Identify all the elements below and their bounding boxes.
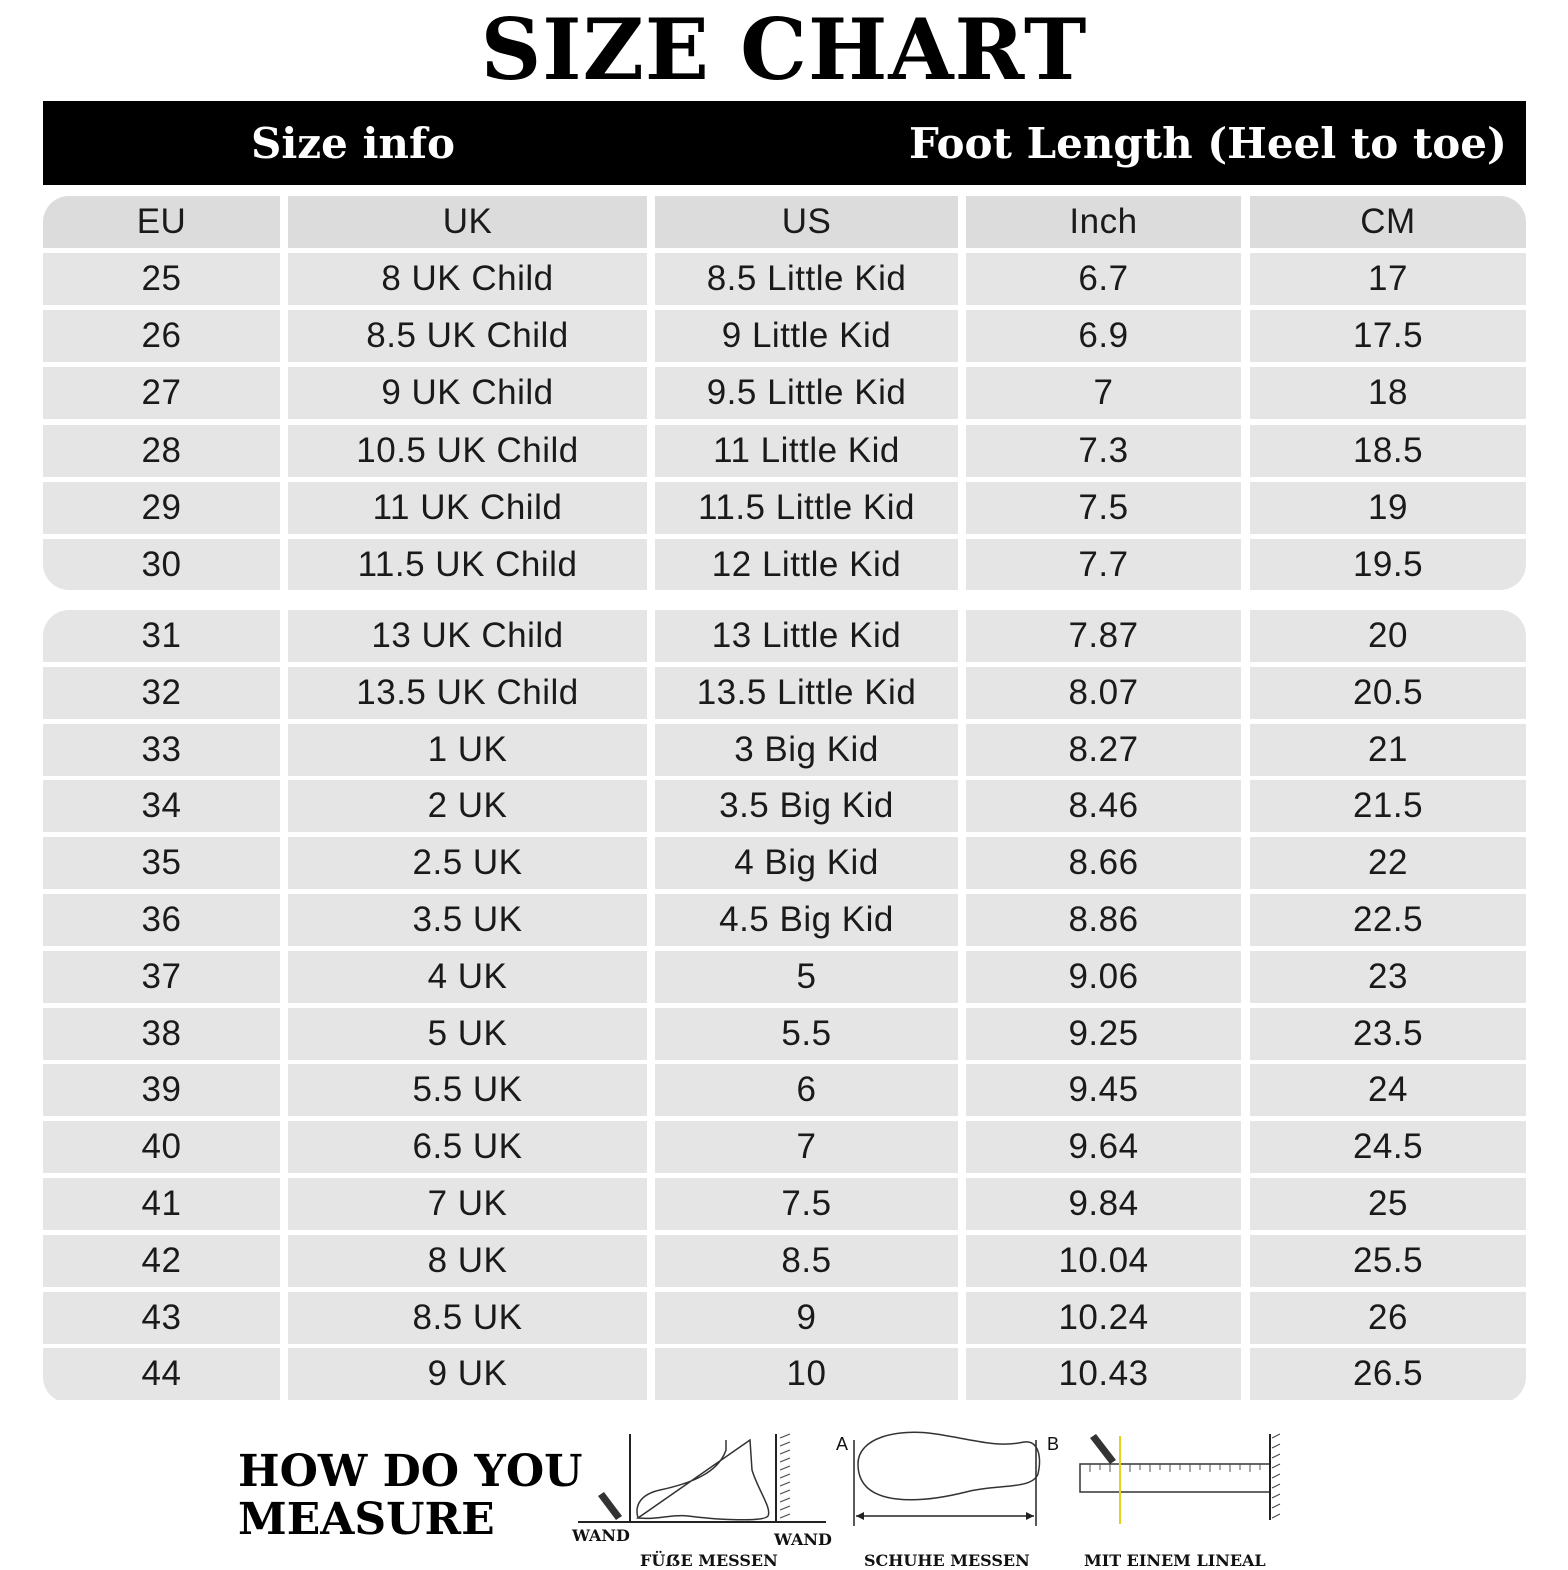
header-cell-eu: EU	[43, 196, 280, 248]
cell-us: 5.5	[655, 1008, 958, 1060]
cell-uk: 8.5 UK Child	[288, 310, 647, 362]
cell-eu: 26	[43, 310, 280, 362]
cell-cm: 24.5	[1250, 1121, 1526, 1173]
cell-inch: 9.45	[966, 1064, 1241, 1116]
cell-inch: 8.66	[966, 837, 1241, 889]
cell-us: 6	[655, 1064, 958, 1116]
cell-cm: 22.5	[1250, 894, 1526, 946]
how-to-measure-heading	[238, 1448, 583, 1544]
cell-us: 12 Little Kid	[655, 539, 958, 590]
page-title: SIZE CHART	[480, 0, 1088, 99]
table-row	[43, 1178, 1526, 1230]
cell-eu: 33	[43, 724, 280, 776]
cell-inch: 8.86	[966, 894, 1241, 946]
cell-eu: 29	[43, 482, 280, 534]
cell-us: 8.5	[655, 1235, 958, 1287]
cell-cm: 19	[1250, 482, 1526, 534]
cell-eu: 40	[43, 1121, 280, 1173]
table-row	[43, 253, 1526, 305]
cell-eu: 43	[43, 1292, 280, 1344]
shoe-point-b-label: B	[1047, 1434, 1060, 1454]
cell-uk: 2 UK	[288, 780, 647, 832]
cell-cm: 18.5	[1250, 425, 1526, 477]
cell-us: 4 Big Kid	[655, 837, 958, 889]
cell-us: 9 Little Kid	[655, 310, 958, 362]
cell-inch: 9.84	[966, 1178, 1241, 1230]
shoe-measure-diagram	[846, 1428, 1046, 1528]
cell-us: 7	[655, 1121, 958, 1173]
size-table-group-2	[43, 610, 1526, 1403]
cell-eu: 44	[43, 1348, 280, 1400]
cell-eu: 42	[43, 1235, 280, 1287]
header-cell-us: US	[655, 196, 958, 248]
table-row	[43, 539, 1526, 590]
cell-inch: 10.04	[966, 1235, 1241, 1287]
header-banner	[43, 101, 1526, 185]
table-row	[43, 1008, 1526, 1060]
cell-cm: 19.5	[1250, 539, 1526, 590]
foot-wall-right-label: WAND	[774, 1530, 832, 1549]
cell-us: 13 Little Kid	[655, 610, 958, 662]
cell-uk: 1 UK	[288, 724, 647, 776]
header-cell-cm: CM	[1250, 196, 1526, 248]
cell-us: 9.5 Little Kid	[655, 367, 958, 419]
table-row	[43, 482, 1526, 534]
table-row	[43, 1348, 1526, 1400]
table-row	[43, 1121, 1526, 1173]
cell-eu: 25	[43, 253, 280, 305]
cell-uk: 2.5 UK	[288, 837, 647, 889]
table-row	[43, 951, 1526, 1003]
cell-uk: 8.5 UK	[288, 1292, 647, 1344]
cell-uk: 8 UK	[288, 1235, 647, 1287]
cell-cm: 23.5	[1250, 1008, 1526, 1060]
cell-cm: 25	[1250, 1178, 1526, 1230]
foot-caption: FÜẞE MESSEN	[640, 1551, 778, 1570]
cell-eu: 34	[43, 780, 280, 832]
cell-inch: 6.7	[966, 253, 1241, 305]
table-row	[43, 724, 1526, 776]
size-table-group-1	[43, 196, 1526, 590]
cell-us: 8.5 Little Kid	[655, 253, 958, 305]
cell-cm: 20	[1250, 610, 1526, 662]
how-to-line-1: HOW DO YOU	[238, 1446, 583, 1497]
cell-cm: 17.5	[1250, 310, 1526, 362]
cell-us: 5	[655, 951, 958, 1003]
table-row	[43, 894, 1526, 946]
cell-uk: 11 UK Child	[288, 482, 647, 534]
cell-eu: 41	[43, 1178, 280, 1230]
cell-us: 11.5 Little Kid	[655, 482, 958, 534]
cell-cm: 26	[1250, 1292, 1526, 1344]
cell-eu: 32	[43, 667, 280, 719]
ruler-measure-diagram	[1076, 1428, 1288, 1524]
cell-uk: 9 UK Child	[288, 367, 647, 419]
cell-inch: 7.7	[966, 539, 1241, 590]
cell-inch: 7.5	[966, 482, 1241, 534]
cell-eu: 28	[43, 425, 280, 477]
table-row	[43, 367, 1526, 419]
cell-eu: 36	[43, 894, 280, 946]
cell-us: 3.5 Big Kid	[655, 780, 958, 832]
cell-us: 13.5 Little Kid	[655, 667, 958, 719]
cell-us: 11 Little Kid	[655, 425, 958, 477]
foot-wall-left-label: WAND	[572, 1526, 630, 1545]
cell-cm: 25.5	[1250, 1235, 1526, 1287]
cell-inch: 8.07	[966, 667, 1241, 719]
cell-cm: 18	[1250, 367, 1526, 419]
cell-eu: 38	[43, 1008, 280, 1060]
cell-us: 3 Big Kid	[655, 724, 958, 776]
table-header-row	[43, 196, 1526, 248]
header-cell-uk: UK	[288, 196, 647, 248]
table-row	[43, 837, 1526, 889]
cell-uk: 11.5 UK Child	[288, 539, 647, 590]
shoe-caption: SCHUHE MESSEN	[864, 1551, 1030, 1570]
cell-uk: 4 UK	[288, 951, 647, 1003]
table-row	[43, 425, 1526, 477]
ruler-caption: MIT EINEM LINEAL	[1084, 1551, 1266, 1570]
table-row	[43, 1064, 1526, 1116]
banner-size-info: Size info	[251, 119, 456, 168]
cell-inch: 10.43	[966, 1348, 1241, 1400]
cell-us: 9	[655, 1292, 958, 1344]
cell-inch: 10.24	[966, 1292, 1241, 1344]
cell-cm: 17	[1250, 253, 1526, 305]
table-row	[43, 1292, 1526, 1344]
cell-eu: 30	[43, 539, 280, 590]
cell-cm: 20.5	[1250, 667, 1526, 719]
cell-us: 10	[655, 1348, 958, 1400]
cell-inch: 9.64	[966, 1121, 1241, 1173]
cell-uk: 13.5 UK Child	[288, 667, 647, 719]
cell-inch: 7	[966, 367, 1241, 419]
shoe-point-a-label: A	[836, 1434, 849, 1454]
cell-cm: 26.5	[1250, 1348, 1526, 1400]
table-row	[43, 780, 1526, 832]
cell-eu: 27	[43, 367, 280, 419]
cell-uk: 13 UK Child	[288, 610, 647, 662]
table-row	[43, 610, 1526, 662]
cell-uk: 10.5 UK Child	[288, 425, 647, 477]
cell-inch: 9.06	[966, 951, 1241, 1003]
table-row	[43, 310, 1526, 362]
cell-inch: 8.27	[966, 724, 1241, 776]
cell-inch: 9.25	[966, 1008, 1241, 1060]
cell-uk: 7 UK	[288, 1178, 647, 1230]
cell-cm: 21.5	[1250, 780, 1526, 832]
cell-cm: 21	[1250, 724, 1526, 776]
cell-inch: 7.3	[966, 425, 1241, 477]
cell-uk: 9 UK	[288, 1348, 647, 1400]
cell-uk: 5.5 UK	[288, 1064, 647, 1116]
cell-uk: 8 UK Child	[288, 253, 647, 305]
cell-us: 4.5 Big Kid	[655, 894, 958, 946]
cell-eu: 31	[43, 610, 280, 662]
how-to-line-2: MEASURE	[238, 1494, 495, 1545]
cell-inch: 8.46	[966, 780, 1241, 832]
cell-uk: 6.5 UK	[288, 1121, 647, 1173]
banner-foot-length: Foot Length (Heel to toe)	[909, 119, 1507, 168]
cell-inch: 7.87	[966, 610, 1241, 662]
cell-us: 7.5	[655, 1178, 958, 1230]
cell-inch: 6.9	[966, 310, 1241, 362]
cell-eu: 39	[43, 1064, 280, 1116]
cell-eu: 35	[43, 837, 280, 889]
cell-uk: 5 UK	[288, 1008, 647, 1060]
header-cell-inch: Inch	[966, 196, 1241, 248]
cell-eu: 37	[43, 951, 280, 1003]
table-row	[43, 1235, 1526, 1287]
cell-cm: 23	[1250, 951, 1526, 1003]
table-row	[43, 667, 1526, 719]
cell-uk: 3.5 UK	[288, 894, 647, 946]
cell-cm: 22	[1250, 837, 1526, 889]
cell-cm: 24	[1250, 1064, 1526, 1116]
